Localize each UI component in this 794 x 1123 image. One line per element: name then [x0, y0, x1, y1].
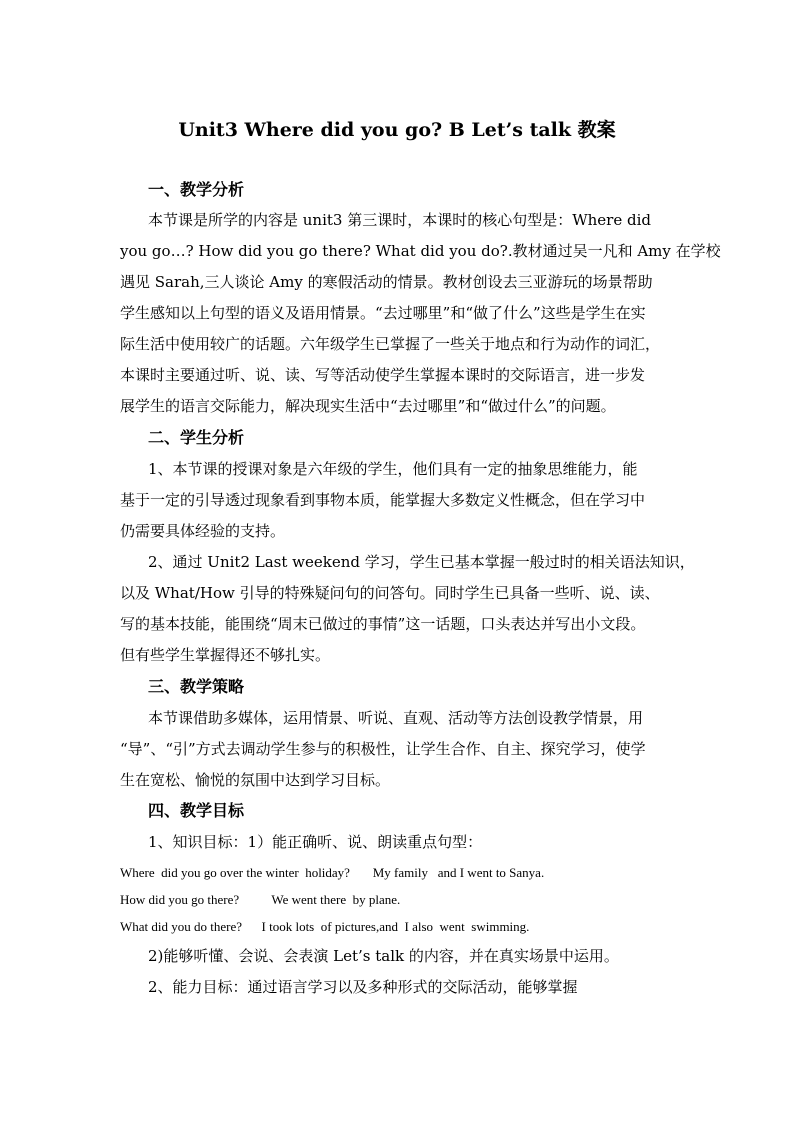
sentence-pattern-line: What did you do there? I took lots of pictures,and I also went swimming. — [120, 919, 530, 934]
sentence-pattern-line: Where did you go over the winter holiday? My family and I went to Sanya. — [120, 865, 545, 880]
paragraph-line: 2、通过 Unit2 Last weekend 学习，学生已基本掌握一般过时的相关语法知识， — [148, 553, 695, 571]
section-heading-student-analysis: 二、学生分析 — [148, 428, 245, 447]
paragraph-line: 1、本节课的授课对象是六年级的学生，他们具有一定的抽象思维能力，能 — [148, 460, 638, 478]
paragraph-line: 本节课是所学的内容是 unit3 第三课时，本课时的核心句型是：Where did — [148, 211, 652, 229]
paragraph-line: 遇见 Sarah,三人谈论 Amy 的寒假活动的情景。教材创设去三亚游玩的场景帮助 — [120, 273, 653, 291]
section-heading-teaching-objectives: 四、教学目标 — [148, 801, 245, 820]
paragraph-line: 但有些学生掌握得还不够扎实。 — [120, 646, 331, 664]
paragraph-line: 展学生的语言交际能力，解决现实生活中“去过哪里”和“做过什么”的问题。 — [120, 397, 616, 415]
paragraph-line: 生在宽松、愉悦的氛围中达到学习目标。 — [120, 771, 391, 789]
paragraph-line: 1、知识目标：1）能正确听、说、朗读重点句型： — [148, 833, 483, 851]
section-heading-teaching-strategy: 三、教学策略 — [148, 677, 245, 696]
paragraph-line: 2)能够听懂、会说、会表演 Let’s talk 的内容，并在真实场景中运用。 — [148, 947, 619, 965]
paragraph-line: you go…? How did you go there? What did you do?.教材通过吴一凡和 Amy 在学校 — [120, 242, 721, 260]
paragraph-line: 学生感知以上句型的语义及语用情景。“去过哪里”和“做了什么”这些是学生在实 — [120, 304, 646, 322]
document-title: Unit3 Where did you go? B Let’s talk 教案 — [178, 119, 616, 141]
paragraph-line: 本节课借助多媒体，运用情景、听说、直观、活动等方法创设教学情景，用 — [148, 709, 644, 727]
paragraph-line: 仍需要具体经验的支持。 — [120, 522, 286, 540]
paragraph-line: 2、能力目标：通过语言学习以及多种形式的交际活动，能够掌握 — [148, 978, 578, 996]
paragraph-line: 本课时主要通过听、说、读、写等活动使学生掌握本课时的交际语言，进一步发 — [120, 366, 646, 384]
paragraph-line: “导”、“引”方式去调动学生参与的积极性，让学生合作、自主、探究学习，使学 — [120, 740, 646, 758]
paragraph-line: 写的基本技能，能围绕“周末已做过的事情”这一话题，口头表达并写出小文段。 — [120, 615, 646, 633]
section-heading-teaching-analysis: 一、教学分析 — [148, 180, 245, 199]
paragraph-line: 基于一定的引导透过现象看到事物本质，能掌握大多数定义性概念，但在学习中 — [120, 491, 646, 509]
paragraph-line: 以及 What/How 引导的特殊疑问句的问答句。同时学生已具备一些听、说、读、 — [120, 584, 660, 602]
sentence-pattern-line: How did you go there? We went there by plane. — [120, 892, 401, 907]
paragraph-line: 际生活中使用较广的话题。六年级学生已掌握了一些关于地点和行为动作的词汇， — [120, 335, 661, 353]
